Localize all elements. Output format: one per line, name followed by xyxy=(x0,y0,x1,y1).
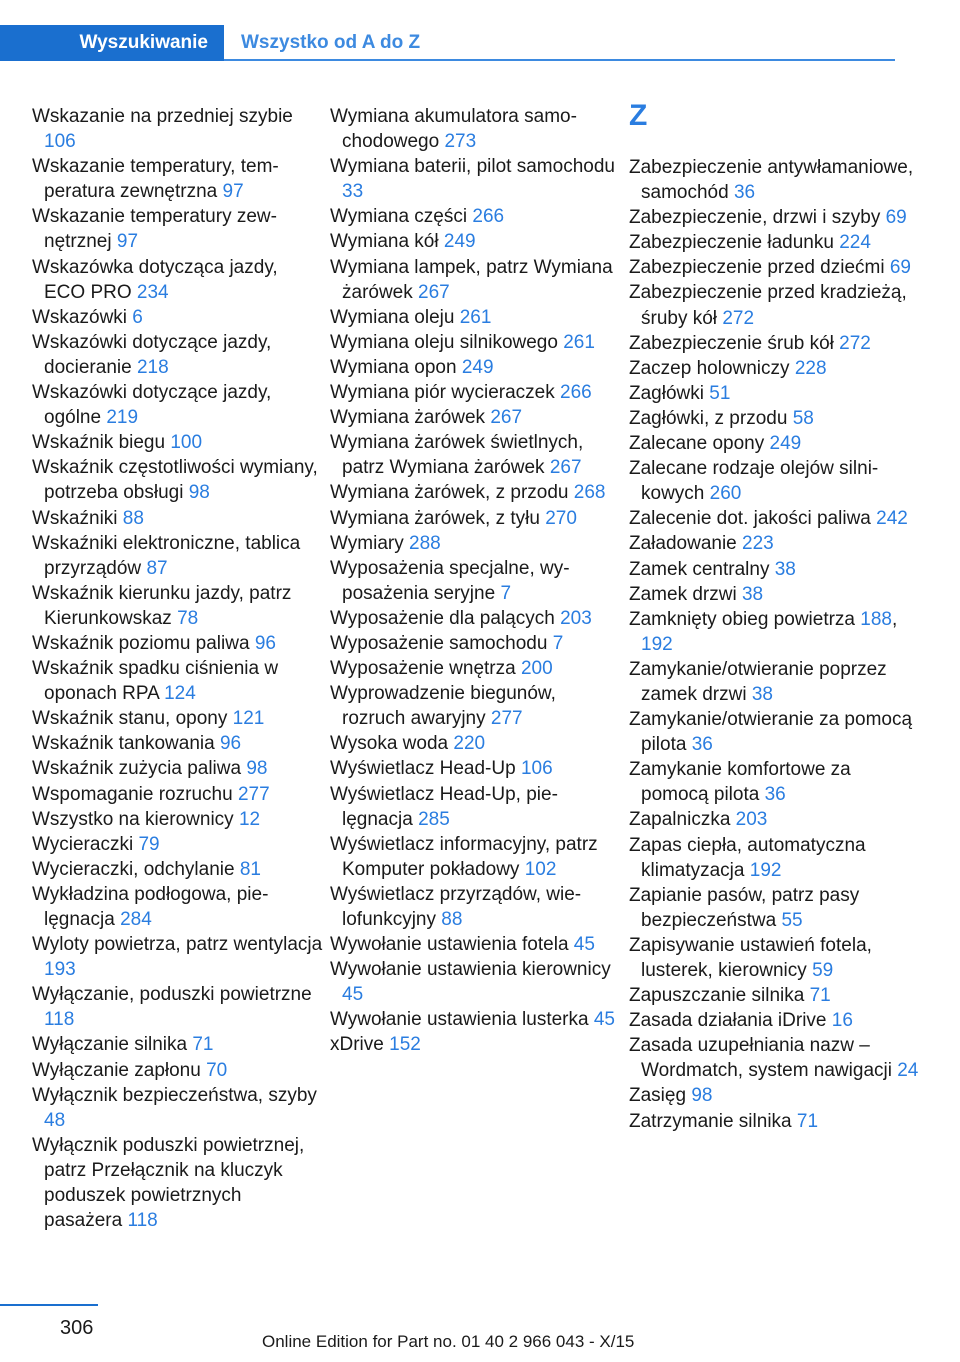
index-entry-text: Wyłącznik poduszki powietrznej, patrz Przełącznik na kluczyk poduszek powietrznych pasażera xyxy=(32,1134,305,1232)
index-entry-text: Wyłączanie, poduszki powietrzne xyxy=(32,984,312,1006)
index-entry xyxy=(32,255,324,305)
page-reference-link[interactable]: 71 xyxy=(796,1110,819,1132)
index-entry xyxy=(32,1133,324,1233)
index-entry xyxy=(330,154,622,204)
index-entry xyxy=(32,104,324,154)
index-entry-text: Wyposażenia specjalne, wyposażenia seryjne xyxy=(330,557,570,604)
index-entry xyxy=(32,656,324,706)
page-reference-link[interactable]: 234 xyxy=(136,281,169,303)
index-entry xyxy=(32,154,324,204)
index-entry-text: Zalecane opony xyxy=(629,433,765,455)
index-entry xyxy=(32,932,324,982)
page-reference-link[interactable]: 219 xyxy=(106,407,139,429)
index-entry xyxy=(32,882,324,932)
page-reference-link[interactable]: 6 xyxy=(132,306,143,328)
page-reference-link[interactable]: 277 xyxy=(237,783,270,805)
page-reference-link[interactable]: 242 xyxy=(876,508,908,530)
index-entry xyxy=(629,356,921,381)
index-entry-text: Wskaźnik częstotliwości wymiany, potrzeba obsługi xyxy=(32,457,318,504)
index-entry-text: Zabezpieczenie przed kradzieżą, śruby kół xyxy=(629,282,907,329)
index-entry xyxy=(330,631,622,656)
index-entry-text: Wymiana żarówek świetlnych, patrz Wymiana żarówek xyxy=(330,432,584,479)
index-entry xyxy=(629,506,921,531)
index-entry xyxy=(629,707,921,757)
index-entry-text: Wskaźnik spadku ciśnienia w oponach RPA xyxy=(32,658,279,705)
index-entry-text: Załadowanie xyxy=(629,533,737,555)
index-entry-text: Wymiana baterii, pilot samochodu xyxy=(330,156,615,178)
tab-wyszukiwanie[interactable]: Wyszukiwanie xyxy=(0,25,224,61)
index-entry xyxy=(32,1083,324,1133)
index-entry-text: Wymiana piór wycieraczek xyxy=(330,382,555,404)
index-entry-text: Wymiana żarówek xyxy=(330,407,486,429)
page-reference-link[interactable]: 97 xyxy=(116,231,139,253)
page-reference-link[interactable]: 203 xyxy=(560,607,592,629)
index-entry xyxy=(32,506,324,531)
page-reference-link[interactable]: 33 xyxy=(342,181,364,203)
page-reference-link[interactable]: 106 xyxy=(44,131,76,153)
page-reference-link[interactable]: 267 xyxy=(490,407,523,429)
page-reference-link[interactable]: 261 xyxy=(459,306,492,328)
index-entry-text: Zabezpieczenie przed dziećmi xyxy=(629,257,885,279)
page-reference-link[interactable]: 152 xyxy=(389,1034,421,1056)
index-entry xyxy=(330,480,622,505)
index-entry-text: Wymiana oleju silnikowego xyxy=(330,331,558,353)
tab-underline xyxy=(224,59,895,61)
index-column-3 xyxy=(629,101,921,1134)
index-entry xyxy=(330,782,622,832)
index-entry-text: Wymiana lampek, patrz Wymiana żarówek xyxy=(330,256,613,303)
index-entry-text: Wyświetlacz Head-Up xyxy=(330,758,516,780)
tab-wszystko-od-a-do-z[interactable]: Wszystko od A do Z xyxy=(241,32,421,53)
page-reference-link[interactable]: 96 xyxy=(254,632,276,654)
page-reference-link[interactable]: 38 xyxy=(751,683,773,705)
page-reference-link[interactable]: 284 xyxy=(120,909,152,930)
page-reference-link[interactable]: 273 xyxy=(444,131,477,153)
page-reference-link[interactable]: 220 xyxy=(453,733,486,755)
page-reference-link[interactable]: 267 xyxy=(418,281,450,303)
index-entry xyxy=(32,380,324,430)
page-reference-link[interactable]: 97 xyxy=(222,181,244,203)
page-reference-link[interactable]: 12 xyxy=(238,808,261,830)
index-entry xyxy=(32,455,324,505)
index-entry xyxy=(330,756,622,781)
index-entry xyxy=(32,857,324,882)
index-entry xyxy=(32,706,324,731)
page-reference-link[interactable]: 193 xyxy=(44,959,76,981)
index-entry-text: Zasada uzupełniania nazw – Wordmatch, system nawigacji xyxy=(629,1035,892,1082)
index-entry xyxy=(330,957,622,1007)
page-reference-link[interactable]: 55 xyxy=(781,909,803,931)
index-entry xyxy=(330,430,622,480)
index-entry xyxy=(629,456,921,506)
index-entry-text: Wskaźnik stanu, opony xyxy=(32,708,228,730)
index-entry-text: Wyświetlacz Head-Up, pielęgnacja xyxy=(330,783,558,830)
index-entry-text: Wskaźnik biegu xyxy=(32,432,166,454)
page-reference-link[interactable]: 118 xyxy=(127,1210,158,1232)
index-entry xyxy=(629,833,921,883)
index-entry-text: Zamknięty obieg powietrza xyxy=(629,608,855,630)
page-reference-link[interactable]: 45 xyxy=(593,1009,615,1031)
index-entry xyxy=(32,982,324,1032)
index-entry-text: Zapas ciepła, automatyczna klimatyzacja xyxy=(629,834,866,881)
index-entry xyxy=(32,430,324,455)
index-entry-text: Wskaźnik zużycia paliwa xyxy=(32,758,242,780)
page-reference-link[interactable]: 288 xyxy=(409,532,441,554)
index-entry xyxy=(32,807,324,832)
page-reference-link[interactable]: 106 xyxy=(520,758,553,780)
index-entry xyxy=(32,1058,324,1083)
index-entry xyxy=(32,756,324,781)
index-entry-text: Wymiary xyxy=(330,532,404,554)
index-entry-text: Wymiana oleju xyxy=(330,306,455,328)
page-reference-link[interactable]: 81 xyxy=(239,858,261,880)
index-entry xyxy=(330,731,622,756)
index-entry-text: Wywołanie ustawienia kierownicy xyxy=(330,959,611,981)
index-entry-text: Wszystko na kierownicy xyxy=(32,808,234,830)
index-entry-text: Zasada działania iDrive xyxy=(629,1010,827,1032)
index-entry-text: Zamek drzwi xyxy=(629,583,737,605)
index-entry xyxy=(330,531,622,556)
index-entry: Zamknięty obieg powietrza 188, 192 xyxy=(629,608,898,655)
index-entry xyxy=(629,230,921,255)
index-entry xyxy=(629,757,921,807)
index-entry-text: Zalecenie dot. jakości paliwa xyxy=(629,508,871,530)
index-entry-text: Wywołanie ustawienia fotela xyxy=(330,934,569,956)
index-entry xyxy=(330,405,622,430)
index-entry xyxy=(629,1109,921,1134)
page-reference-link[interactable]: 203 xyxy=(735,809,768,831)
index-entry xyxy=(629,983,921,1008)
page-reference-link[interactable]: 102 xyxy=(524,858,557,880)
page-reference-link[interactable]: 88 xyxy=(122,507,144,529)
index-entry-text: Zamykanie/otwieranie za pomocą pilota xyxy=(629,709,913,756)
page-reference-link[interactable]: 78 xyxy=(177,607,199,629)
index-entry xyxy=(629,557,921,582)
page-reference-link[interactable]: 249 xyxy=(461,356,494,378)
index-entry xyxy=(629,1033,921,1083)
page-reference-link[interactable]: 224 xyxy=(839,232,871,254)
index-entry-text: Wskaźniki elektroniczne, tablica przyrządów xyxy=(32,532,301,579)
index-entry xyxy=(330,1032,622,1057)
index-entry xyxy=(330,255,622,305)
page-reference-link[interactable]: 69 xyxy=(885,207,907,229)
index-entry-text: Zabezpieczenie, drzwi i szyby xyxy=(629,207,881,229)
header-tabbar xyxy=(0,25,895,61)
index-entry-text: Wymiana żarówek, z tyłu xyxy=(330,507,540,529)
section-letter: Z xyxy=(629,99,648,132)
page-reference-link[interactable]: 48 xyxy=(44,1109,66,1131)
index-entry-text: Zalecane rodzaje olejów silnikowych xyxy=(629,458,879,505)
page-reference-link[interactable]: 88 xyxy=(441,909,463,930)
index-entry-text: Zagłówki, z przodu xyxy=(629,407,788,429)
page-reference-link[interactable]: 266 xyxy=(560,382,592,404)
index-entry xyxy=(32,204,324,254)
index-entry-text: Wyświetlacz przyrządów, wielofunkcyjny xyxy=(330,883,582,930)
page-reference-link[interactable]: 223 xyxy=(742,533,774,555)
index-entry-text: Wspomaganie rozruchu xyxy=(32,783,233,805)
index-entry xyxy=(32,581,324,631)
index-entry xyxy=(330,305,622,330)
index-column-1 xyxy=(32,104,324,1233)
index-entry xyxy=(629,406,921,431)
index-entry-text: Wskaźnik poziomu paliwa xyxy=(32,632,250,654)
page-reference-link[interactable]: 79 xyxy=(138,833,160,855)
page-number: 306 xyxy=(60,1317,94,1339)
page-reference-link[interactable]: 7 xyxy=(552,632,564,654)
index-entry-text: Zaczep holowniczy xyxy=(629,357,790,379)
page-reference-link[interactable]: 71 xyxy=(809,985,831,1007)
index-entry xyxy=(32,305,324,330)
index-entry xyxy=(32,832,324,857)
page-reference-link[interactable]: 270 xyxy=(545,507,577,529)
page-reference-link[interactable]: 51 xyxy=(709,382,731,404)
index-entry xyxy=(330,882,622,932)
page-reference-link[interactable]: 36 xyxy=(691,734,713,756)
page-reference-link[interactable]: 267 xyxy=(549,457,582,479)
index-entry xyxy=(629,657,921,707)
index-entry xyxy=(330,355,622,380)
index-entry-text: Zamykanie/otwieranie poprzez zamek drzwi xyxy=(629,658,887,705)
index-entry xyxy=(330,104,622,154)
page-reference-link[interactable]: 249 xyxy=(443,231,476,253)
index-entry-text: Wskaźnik tankowania xyxy=(32,733,215,755)
index-entry-text: Zabezpieczenie antywłamaniowe, samochód xyxy=(629,157,914,204)
page-reference-link[interactable]: 38 xyxy=(741,583,764,605)
index-entry xyxy=(32,531,324,581)
index-entry xyxy=(330,506,622,531)
index-entry-text: Wymiana opon xyxy=(330,356,457,378)
page-reference-link[interactable]: 121 xyxy=(232,708,265,730)
index-entry-text: Zamek centralny xyxy=(629,558,770,580)
index-entry-text: Zamykanie komfortowe za pomocą pilota xyxy=(629,759,851,806)
page-reference-link[interactable]: 124 xyxy=(164,683,196,705)
index-entry xyxy=(629,1008,921,1033)
index-entry-text: Wyprowadzenie biegunów, rozruch awaryjny xyxy=(330,683,556,730)
index-entry xyxy=(629,531,921,556)
index-entry-text: Wycieraczki xyxy=(32,833,134,855)
index-entry-text: Wysoka woda xyxy=(330,733,449,755)
index-entry xyxy=(330,681,622,731)
page-reference-link[interactable]: 261 xyxy=(563,331,595,353)
index-entry xyxy=(32,782,324,807)
index-entry xyxy=(330,204,622,229)
index-entry-text: Wykładzina podłogowa, pielęgnacja xyxy=(32,883,269,930)
index-entry xyxy=(330,832,622,882)
index-entry-text: Wyłącznik bezpieczeństwa, szyby xyxy=(32,1084,317,1106)
index-entry xyxy=(330,380,622,405)
index-entry-text: Wymiana części xyxy=(330,206,468,228)
page-reference-link[interactable]: 36 xyxy=(733,182,756,204)
index-entry xyxy=(629,883,921,933)
index-entry-text: Wyświetlacz informacyjny, patrz Komputer pokładowy xyxy=(330,833,598,880)
index-entry-text: Zagłówki xyxy=(629,382,704,404)
page-reference-link[interactable]: 71 xyxy=(192,1034,214,1056)
index-entry-text: Wyłączanie silnika xyxy=(32,1034,188,1056)
index-entry-text: Zabezpieczenie śrub kół xyxy=(629,332,834,354)
index-entry xyxy=(629,807,921,832)
page-reference-link[interactable]: 277 xyxy=(490,708,523,730)
index-entry xyxy=(629,280,921,330)
index-entry xyxy=(629,255,921,280)
page-reference-link[interactable]: 260 xyxy=(709,483,742,505)
page-reference-link[interactable]: 285 xyxy=(418,808,450,830)
page-reference-link[interactable]: 266 xyxy=(472,206,505,228)
index-entry-text: Zapianie pasów, patrz pasy bezpieczeństwa xyxy=(629,884,860,931)
index-entry xyxy=(629,933,921,983)
index-entry-text: Wskazówki dotyczące jazdy, docieranie xyxy=(32,331,272,378)
index-entry xyxy=(629,205,921,230)
index-entry-text: Zapalniczka xyxy=(629,809,731,831)
index-entry-text: Wycieraczki, odchylanie xyxy=(32,858,235,880)
page-reference-link[interactable]: 69 xyxy=(889,257,911,279)
index-entry-text: Wyposażenie wnętrza xyxy=(330,658,516,680)
index-column-2 xyxy=(330,104,622,1058)
index-entry-text: Wymiana kół xyxy=(330,231,439,253)
page-reference-link[interactable]: 118 xyxy=(44,1009,75,1031)
index-entry-text: Wskazówka dotycząca jazdy, ECO PRO xyxy=(32,256,278,303)
index-entry xyxy=(629,431,921,456)
page-reference-link[interactable]: 59 xyxy=(812,960,834,981)
index-entry-text: Wywołanie ustawienia lusterka xyxy=(330,1009,589,1031)
index-entry-text: Wskaźniki xyxy=(32,507,118,529)
page-reference-link[interactable]: 45 xyxy=(573,934,595,956)
index-entry xyxy=(330,229,622,254)
index-entry-text: Wyposażenie dla palących xyxy=(330,607,555,629)
footer-divider xyxy=(0,1304,98,1306)
page-reference-link[interactable]: 268 xyxy=(573,482,606,504)
index-entry xyxy=(629,155,921,205)
index-entry xyxy=(32,1032,324,1057)
page-reference-link[interactable]: 7 xyxy=(500,582,512,604)
page-reference-link[interactable]: 87 xyxy=(146,557,168,579)
page-reference-link[interactable]: 272 xyxy=(722,307,755,329)
index-entry xyxy=(629,381,921,406)
index-entry xyxy=(330,932,622,957)
page-reference-link[interactable]: 96 xyxy=(219,733,242,755)
index-entry-text: Wskazanie temperatury zewnętrznej xyxy=(32,206,277,253)
index-entry-text: Wyłączanie zapłonu xyxy=(32,1059,201,1081)
page-reference-link[interactable]: 100 xyxy=(170,432,203,454)
page-reference-link[interactable]: 45 xyxy=(342,984,364,1006)
page-reference-link[interactable]: 228 xyxy=(794,357,827,379)
index-entry-text: Wskazówki dotyczące jazdy, ogólne xyxy=(32,382,272,429)
index-entry xyxy=(629,331,921,356)
index-entry-text: Wymiana żarówek, z przodu xyxy=(330,482,569,504)
index-entry xyxy=(330,330,622,355)
index-entry-text: Zapuszczanie silnika xyxy=(629,985,805,1007)
index-entry xyxy=(330,1007,622,1032)
edition-note: Online Edition for Part no. 01 40 2 966 043 - X/15 xyxy=(262,1332,635,1351)
index-entry-text: xDrive xyxy=(330,1034,384,1056)
index-entry-text: Wyloty powietrza, patrz wentylacja xyxy=(32,934,323,956)
index-entry xyxy=(330,656,622,681)
page-reference-link[interactable]: 24 xyxy=(897,1060,919,1082)
index-entry-text: Zabezpieczenie ładunku xyxy=(629,232,834,254)
page-reference-link[interactable]: 38 xyxy=(774,558,796,580)
index-entry xyxy=(32,731,324,756)
index-entry-text: Wskaźnik kierunku jazdy, patrz Kierunkowskaz xyxy=(32,582,292,629)
page-reference-link[interactable]: 200 xyxy=(520,658,553,680)
page-reference-link[interactable]: 192 xyxy=(641,633,673,655)
index-entry xyxy=(330,606,622,631)
page-reference-link[interactable]: 188 xyxy=(860,608,892,630)
index-entry-text: Zapisywanie ustawień fotela, lusterek, kierownicy xyxy=(629,934,872,981)
page-reference-link[interactable]: 98 xyxy=(246,758,268,780)
index-entry-text: Wskazówki xyxy=(32,306,128,328)
page-reference-link[interactable]: 58 xyxy=(792,407,814,429)
index-entry-text: Wymiana akumulatora samochodowego xyxy=(330,106,577,153)
index-entry xyxy=(32,330,324,380)
page-reference-link[interactable]: 98 xyxy=(188,482,210,504)
index-entry-text: Wyposażenie samochodu xyxy=(330,632,548,654)
page-reference-link[interactable]: 249 xyxy=(769,433,802,455)
index-entry-text: Zatrzymanie silnika xyxy=(629,1110,792,1132)
page-reference-link[interactable]: 218 xyxy=(136,356,169,378)
page-reference-link[interactable]: 272 xyxy=(839,332,871,354)
index-entry xyxy=(32,631,324,656)
page-reference-link[interactable]: 36 xyxy=(764,784,786,806)
page-reference-link[interactable]: 16 xyxy=(831,1010,853,1032)
page-reference-link[interactable]: 98 xyxy=(691,1085,713,1107)
index-entry-text: Wskazanie na przedniej szybie xyxy=(32,106,293,127)
index-entry-text: Wskazanie temperatury, temperatura zewnętrzna xyxy=(32,156,279,203)
index-entry xyxy=(629,1083,921,1108)
index-entry xyxy=(629,582,921,607)
index-entry xyxy=(330,556,622,606)
index-entry-text: Zasięg xyxy=(629,1085,687,1107)
page-reference-link[interactable]: 192 xyxy=(749,859,782,881)
page-reference-link[interactable]: 70 xyxy=(206,1059,228,1081)
